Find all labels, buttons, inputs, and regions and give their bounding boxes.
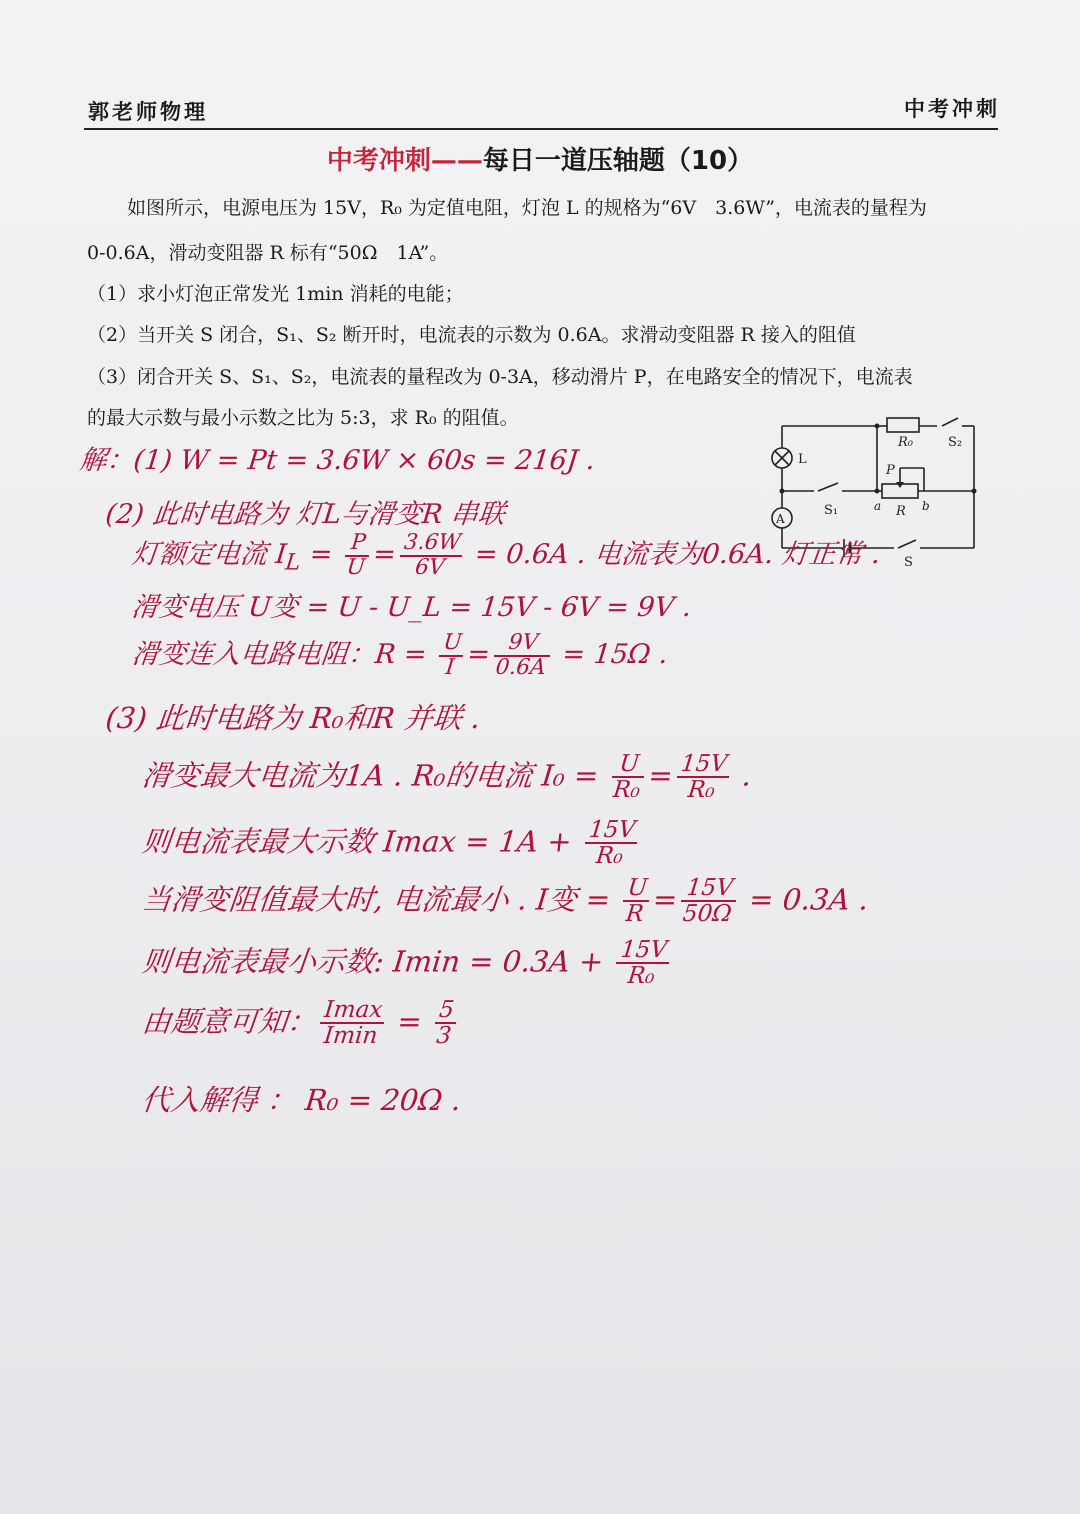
label-s1: S₁ xyxy=(824,503,839,518)
line-head: 当滑变阻值最大时, 电流最小 . I变 = xyxy=(140,882,622,917)
label-s: S xyxy=(904,555,913,570)
solution-part3-line-f: 代入解得 ： R₀ = 20Ω . xyxy=(140,1083,463,1117)
equals: = xyxy=(299,539,343,571)
line-head: 滑变最大电流为1A . R₀的电流 I₀ = xyxy=(140,758,610,793)
fraction xyxy=(491,632,552,679)
line-tail: = 0.3A . xyxy=(738,882,871,917)
solution-part3-line-a: 滑变最大电流为1A . R₀的电流 I₀ = $\frac{U}{\text{R₀}}$ = $\frac{15V}{\text{R₀}}$ . xyxy=(140,750,754,804)
numerator: U xyxy=(439,632,466,657)
fraction xyxy=(674,752,732,803)
numerator: 15V xyxy=(616,938,671,964)
junction xyxy=(875,489,880,494)
label-ammeter: A xyxy=(776,512,785,526)
denominator: 0.6A xyxy=(494,654,547,680)
title-main: 每日一道压轴题（10） xyxy=(482,146,754,176)
fraction xyxy=(609,752,647,803)
solution-part1: 解：(1) W = Pt = 3.6W × 60s = 216J . xyxy=(78,445,597,476)
line-head: 则电流表最小示数: Imin = 0.3A + xyxy=(140,944,615,979)
numerator: 9V xyxy=(494,632,553,657)
fraction xyxy=(317,998,386,1049)
solution-part2-head: (2) 此时电路为 灯L与滑变R 串联 xyxy=(104,499,507,530)
lamp-current-label: 灯额定电流 I xyxy=(130,539,288,571)
line-tail: = 15Ω . xyxy=(552,639,670,671)
lamp-current-sub: L xyxy=(284,549,302,576)
question-1: （1）求小灯泡正常发光 1min 消耗的电能； xyxy=(87,283,464,305)
denominator: R₀ xyxy=(611,776,642,804)
fraction xyxy=(437,632,466,679)
denominator: R₀ xyxy=(686,776,717,804)
solution-part2-line-b: 滑变电压 U变 = U - U_L = 15V - 6V = 9V . xyxy=(130,592,693,623)
solution-part2-line-c: 滑变连入电路电阻：R = $\frac{U}{I}$ = $\frac{9V}{0.6A}$ = 15Ω . xyxy=(130,630,670,680)
solution-part3-line-d xyxy=(139,938,675,989)
fraction xyxy=(614,938,672,989)
title-series: 中考冲刺—— xyxy=(326,146,483,176)
line-head: 由题意可知： xyxy=(140,1004,319,1039)
numerator: 15V xyxy=(677,752,732,778)
numerator: 5 xyxy=(435,998,459,1024)
solution-part3-head: (3) 此时电路为 R₀和R 并联 . xyxy=(104,701,483,735)
solution-part3-line-b xyxy=(139,818,643,869)
question-3-line2: 的最大示数与最小示数之比为 5:3，求 R₀ 的阻值。 xyxy=(87,407,519,429)
header-series: 中考冲刺 xyxy=(904,97,1000,121)
junction xyxy=(780,489,785,494)
denominator: 3 xyxy=(435,1022,453,1050)
equals: = xyxy=(386,1004,433,1039)
page-title xyxy=(0,140,1080,177)
line-head: 滑变连入电路电阻：R = xyxy=(130,639,437,671)
solution-part3-line-c: 当滑变阻值最大时, 电流最小 . I变 = $\frac{U}{R}$ = $\frac{15V}{50\Omega}$ = 0.3A . xyxy=(140,874,871,928)
r0-resistor xyxy=(887,418,919,432)
numerator: 15V xyxy=(585,818,640,844)
s1-switch xyxy=(818,483,838,491)
denominator: I xyxy=(444,654,456,680)
problem-intro-line1: 如图所示，电源电压为 15V，R₀ 为定值电阻，灯泡 L 的规格为“6V 3.6W”，电流表的量程为 xyxy=(127,197,927,219)
question-2: （2）当开关 S 闭合，S₁、S₂ 断开时，电流表的示数为 0.6A。求滑动变阻器 R 接入的阻值 xyxy=(87,324,856,346)
label-s2: S₂ xyxy=(948,435,963,450)
s-switch xyxy=(898,540,916,548)
denominator: 50Ω xyxy=(681,900,733,928)
problem-intro-line2: 0-0.6A，滑动变阻器 R 标有“50Ω 1A”。 xyxy=(87,242,449,264)
numerator: 3.6W xyxy=(400,532,465,557)
line-tail: . xyxy=(731,758,754,793)
label-b: b xyxy=(922,499,930,513)
line-head: 则电流表最大示数 Imax = 1A + xyxy=(140,824,583,859)
numerator: P xyxy=(345,532,372,557)
solution-part3-line-e xyxy=(139,998,462,1049)
denominator: U xyxy=(345,554,367,580)
label-r0: R₀ xyxy=(898,435,913,450)
denominator: Imin xyxy=(322,1022,379,1050)
junction xyxy=(875,424,880,429)
fraction xyxy=(343,532,372,579)
numerator: 15V xyxy=(681,876,739,902)
numerator: U xyxy=(623,876,651,902)
fraction xyxy=(582,818,640,869)
numerator: Imax xyxy=(320,998,387,1024)
fraction xyxy=(432,998,458,1049)
junction xyxy=(972,489,977,494)
question-3-line1: （3）闭合开关 S、S₁、S₂，电流表的量程改为 0-3A，移动滑片 P，在电路安全的情况下，电流表 xyxy=(87,366,913,388)
header-rule xyxy=(84,128,998,130)
slider-arrow xyxy=(896,482,904,488)
denominator: R₀ xyxy=(594,842,625,870)
label-a: a xyxy=(874,499,882,513)
denominator: 6V xyxy=(413,554,446,580)
denominator: R₀ xyxy=(626,962,657,990)
s2-switch xyxy=(942,418,958,426)
header-author: 郭老师物理 xyxy=(88,100,208,124)
solution-part2-line-a: 灯额定电流 $I_L$ = $\frac{P}{U}$ = $\frac{3.6W}{6V}$ = 0.6A . 电流表为0.6A. 灯正常 . xyxy=(130,530,882,580)
line-tail: = 0.6A . 电流表为0.6A. 灯正常 . xyxy=(464,539,882,571)
label-l: L xyxy=(798,452,807,467)
fraction xyxy=(678,876,738,927)
label-r: R xyxy=(896,504,906,519)
numerator: U xyxy=(611,752,647,778)
label-p: P xyxy=(886,463,895,478)
fraction xyxy=(621,876,652,927)
denominator: R xyxy=(624,900,645,928)
fraction xyxy=(397,532,465,579)
